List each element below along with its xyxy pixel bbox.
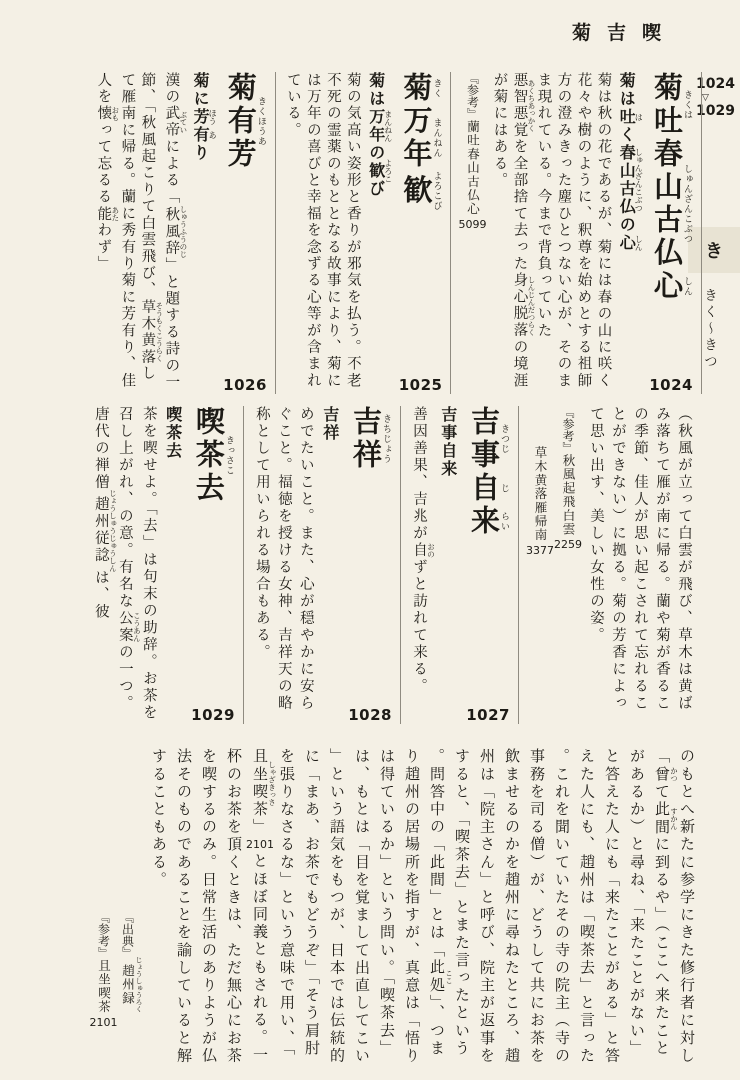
entry-number-1024: 1024 xyxy=(649,376,693,394)
entry-1027 xyxy=(400,406,518,724)
entry-1028 xyxy=(243,406,400,724)
reference-number: 5099 xyxy=(458,217,487,231)
headword-1028: 吉祥きちじょう xyxy=(348,406,391,472)
definition-1025: 菊の気高い姿形と香りが邪気を払う。不老不死の霊薬のもととなる故事により、菊には万年の喜びと幸福を念ずる心等が含まれている。 xyxy=(284,72,361,390)
source-text: 趙州録 じょうしゅうろく xyxy=(120,956,143,1013)
header-guide-kanji xyxy=(572,18,677,45)
entry-1025 xyxy=(275,72,451,394)
page-range-end: 1029 xyxy=(696,103,735,120)
entry-number-1028: 1028 xyxy=(348,706,392,724)
entry-number-1026: 1026 xyxy=(223,376,267,394)
guide-kanji-3: 喫 xyxy=(642,22,678,44)
reference-line xyxy=(526,406,554,724)
entry-1024 xyxy=(450,72,702,394)
down-triangle-icon: ▽ xyxy=(702,92,709,103)
headword-1026: 菊有芳きくほうあ xyxy=(223,72,266,171)
headword-1024: 菊吐きくは春山古仏しゅんざんこぶつ心しん xyxy=(650,72,692,303)
definition-1027: 善因善果、吉兆が自 おのずと訪れて来る。 xyxy=(410,406,436,695)
headword-1029: 喫茶去きっさこ xyxy=(191,406,234,505)
entries-row-1 xyxy=(30,72,702,394)
source-and-references-1029 xyxy=(90,748,144,1074)
reference-text: 且坐喫茶 xyxy=(96,959,112,1014)
definition-1024: 菊は秋の花であるが、菊には春の山に咲く花々や樹のように、釈尊を始めとする祖師方の澄みきった塵ひとつない心が、そのまま現れている。今まで背負っていた悪智悪覚 あくちあっかくを全部捨て去った身心脱落 しんじんだつらくの境涯が菊にはある。 xyxy=(491,72,612,390)
page-range xyxy=(696,76,738,121)
reference-number: 2101 xyxy=(89,1015,118,1029)
reading-1025: 菊は万年まんねんの歓よろこび xyxy=(366,72,393,198)
references-1026 xyxy=(526,406,582,724)
entries-row-3 xyxy=(28,748,706,1074)
entries-row-2 xyxy=(30,406,702,724)
entry-number-1025: 1025 xyxy=(398,376,443,394)
definition-1029-part1: 茶を喫せよ。「去」は句末の助辞。お茶を召し上がれ、の意。有名な公案 こうあんの一つ。唐代の禅僧趙州従諗 じょうしゅうじゅうしんは、彼 xyxy=(92,406,157,722)
references-1024 xyxy=(458,72,486,394)
entry-number-1029: 1029 xyxy=(191,706,235,724)
reference-line xyxy=(554,406,582,724)
entry-number-1027: 1027 xyxy=(466,706,510,724)
reading-1026: 菊に芳ほう有あり xyxy=(191,72,218,162)
page-range-start: 1024 xyxy=(696,76,735,92)
reading-1029: 喫茶去 xyxy=(163,406,183,460)
reference-label: 『参考』 xyxy=(96,911,111,959)
reference-number: 3377 xyxy=(526,543,554,557)
reading-1024: 菊は吐はく春山古仏しゅんざんこぶつの心しん xyxy=(617,72,644,252)
guide-kanji-1: 菊 xyxy=(572,22,608,44)
reading-1027: 吉事自来 xyxy=(438,406,458,478)
definition-1028: めでたいこと。また、心が穏やかに安らぐこと。福徳を授ける女神、吉祥天の略称として用いられる場合もある。 xyxy=(253,406,314,712)
index-tab-range: きく～きつ xyxy=(701,288,717,371)
headword-1027: 吉事きつじ自じ来らい xyxy=(467,406,509,538)
entry-1026-continuation xyxy=(518,406,702,724)
reference-line xyxy=(458,72,486,394)
definition-1026-part1: 漢の武帝 ぶていによる「秋風辞 しゅうふうのじ」と題する詩の一節、「秋風起こりて白雲飛び、草木黄落 そうもくこうらくして雁南に帰る。蘭に秀有り菊に芳有り、佳人を懐 おもって忘るる能 あたわず」 xyxy=(95,72,188,391)
reading-1028: 吉祥 xyxy=(320,406,340,442)
source-line xyxy=(118,748,144,1074)
headword-1025: 菊きく万年まんねん歓よろこび xyxy=(399,72,442,211)
entry-1029 xyxy=(83,406,243,724)
source-label: 『出典』 xyxy=(120,911,135,959)
reference-line xyxy=(90,748,118,1074)
reference-label: 『参考』 xyxy=(465,72,480,120)
reference-text: 秋風起飛白雲 xyxy=(561,454,576,537)
reference-number: 2259 xyxy=(554,538,582,552)
entry-1029-continuation xyxy=(83,748,707,1074)
reference-label: 『参考』 xyxy=(561,406,575,454)
guide-kanji-2: 吉 xyxy=(607,22,643,44)
index-tab-kana: き xyxy=(705,241,723,262)
definition-1029-part2: のもとへ新たに参学にきた修行者に対し「曾かつて此間すかんに到るや」（ここへ来たことがあるか）と尋ね、「来たことがない」と答えた人にも「来たことがある」と答えた人にも、趙州は「喫茶去」と言った。これを聞いていたその寺の院主（寺の事務を司る僧）が、どうして共にお茶を飲ませるのかを趙州に尋ねたところ、趙州は「院主さん」と呼び、院主が返事をすると、「喫茶去」とまた言ったという。問答中の「此間」とは「此処ここ」、つまり趙州の居場所を指すが、真意は「悟りは得ているか」という問い。「喫茶去」は、もとは「目を覚まして出直してこい」という語気をもつが、日本では伝統的に「まあ、お茶でもどうぞ」「そう肩肘を張りなさるな」という意味で用い、「且坐喫茶しゃざきっさ」2101とほぼ同義ともされる。一杯のお茶を頂くときは、ただ無心にお茶を喫するのみ。日常生活のありようが仏法そのものであることを諭していると解することもある。 xyxy=(150,748,696,1065)
entry-1026 xyxy=(86,72,275,394)
definition-1026-part2: （秋風が立って白雲が飛び、草木は黄ばみ落ちて雁が南に帰る。蘭や菊が香るこの季節、佳人が思い起こされて忘れることができない）に拠る。菊の芳香によって思い出す、美しい女性の姿。 xyxy=(588,406,692,712)
reference-text: 蘭吐春山古仏心 xyxy=(465,120,481,216)
reference-text: 草木黄落雁帰南 xyxy=(533,446,548,542)
